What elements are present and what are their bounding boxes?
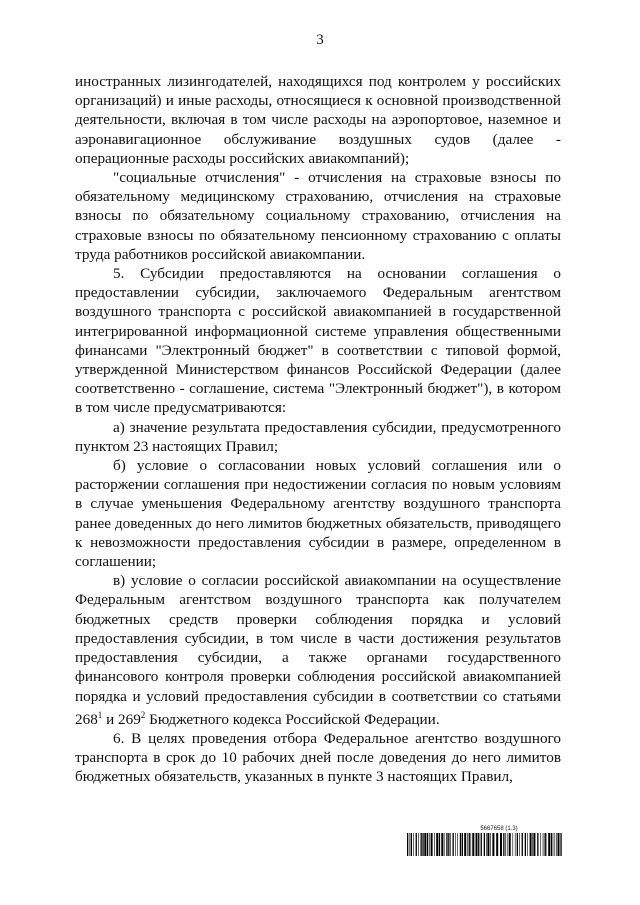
paragraph-5b: б) условие о согласовании новых условий соглашения или о расторжении соглашения при недостижении согласия по новым условиям в случае уменьшения Федеральному агентству воздушного транспорта ранее доведенных до него лимитов бюджетных обязательств, приводящего к невозможности предоставления субсидии в размере, определенном в соглашении;: [75, 457, 561, 571]
paragraph-5: 5. Субсидии предоставляются на основании соглашения о предоставлении субсидии, заключаемого Федеральным агентством воздушного транспорта с российской авиакомпанией в государственной интегрированной информационной системе управления общественными финансами "Электронный бюджет" в соответствии с типовой формой, утвержденной Министерством финансов Российской Федерации (далее соответственно - соглашение, система "Электронный бюджет"), в котором в том числе предусматриваются:: [75, 265, 561, 417]
paragraph-5v-mid: и 269: [102, 710, 141, 728]
barcode: [407, 833, 562, 856]
paragraph-social-contributions: "социальные отчисления" - отчисления на страховые взносы по обязательному медицинскому страхованию, отчисления на страховые взносы по обязательному социальному страхованию, отчисления на страховые взносы по обязательному пенсионному страхованию с оплаты труда работников российской авиакомпании.: [75, 169, 561, 263]
paragraph-5v-end: Бюджетного кодекса Российской Федерации.: [145, 710, 440, 728]
paragraph-5v: [75, 571, 561, 729]
paragraph-6: 6. В целях проведения отбора Федеральное агентство воздушного транспорта в срок до 10 рабочих дней после доведения до него лимитов бюджетных обязательств, указанных в пункте 3 настоящих Правил,: [75, 729, 561, 786]
paragraph-5v-text: в) условие о согласии российской авиакомпании на осуществление Федеральным агентством воздушного транспорта как получателем бюджетных средств проверки соблюдения порядка и условий предоставления субсидии, в том числе в части достижения результатов предоставления субсидии, а также органами государственного финансового контроля проверки соблюдения российской авиакомпанией порядка и условий предоставления субсидии в соответствии со статьями 268: [75, 572, 561, 728]
document-code: 5667658 (1.3): [480, 826, 518, 832]
document-body: [75, 72, 561, 787]
superscript-2: 2: [140, 709, 146, 720]
paragraph-0: иностранных лизингодателей, находящихся под контролем у российских организаций) и иные расходы, относящиеся к основной производственной деятельности, включая в том числе расходы на аэропортовое, наземное и аэронавигационное обслуживание воздушных судов (далее - операционные расходы российских авиакомпаний);: [75, 73, 561, 167]
page-number: 3: [316, 32, 324, 48]
superscript-1: 1: [97, 709, 103, 720]
paragraph-5a: а) значение результата предоставления субсидии, предусмотренного пунктом 23 настоящих Правил;: [75, 418, 561, 455]
